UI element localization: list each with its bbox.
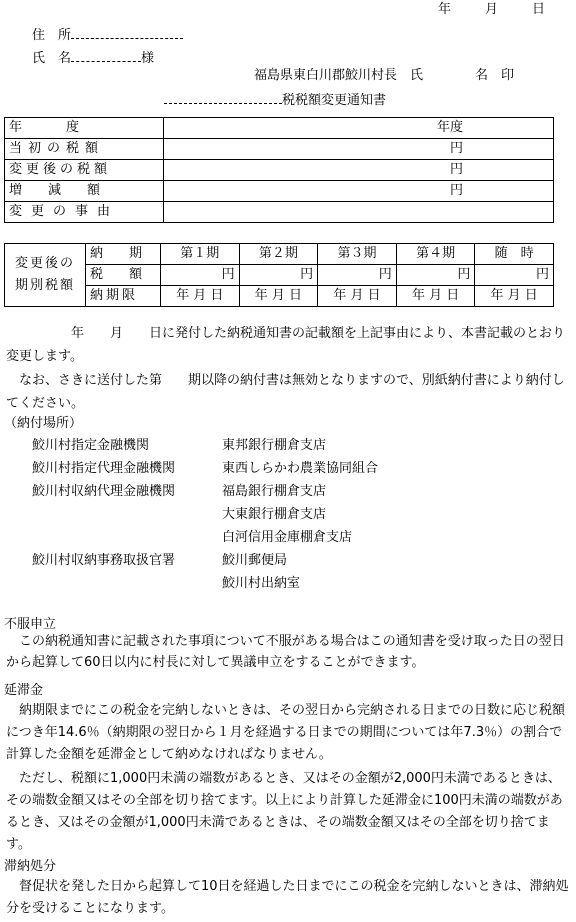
payment-bank: 鮫川郵便局 <box>222 553 288 568</box>
fiscal-year-label: 年 度 <box>5 118 164 139</box>
diff-label: 増 減 額 <box>5 181 164 202</box>
doc-title: 税税額変更通知書 <box>282 93 387 108</box>
reason-value[interactable] <box>164 202 554 223</box>
tax-name-field[interactable] <box>164 91 282 104</box>
body-paragraph-2: なお、さきに送付した第 期以降の納付書は無効となりますので、別紙納付書により納付してください。 <box>6 373 565 411</box>
period-1: 第１期 <box>161 244 240 265</box>
amount-cell: 円 <box>396 265 475 286</box>
payment-bank: 大東銀行棚倉支店 <box>222 507 327 522</box>
address-line <box>32 26 183 44</box>
amount-cell: 円 <box>239 265 318 286</box>
changed-tax-value: 円 <box>164 160 554 181</box>
diff-value: 円 <box>164 181 554 202</box>
note-heading-delinquency: 滞納処分 <box>4 859 57 874</box>
name-label: 氏 名 <box>32 51 72 66</box>
payment-bank: 東邦銀行棚倉支店 <box>222 438 327 453</box>
note-appeal-text: この納税通知書に記載された事項について不服がある場合はこの通知書を受け取った日の翌日から起算して60日以内に村長に対して異議申立をすることができます。 <box>6 634 565 670</box>
period-tax-table <box>4 243 554 307</box>
note-delinquency-text: 督促状を発した日から起算して10日を経過した日までにこの税金を完納しないときは、滞納処分を受けることになります。 <box>6 879 569 916</box>
note-heading-appeal: 不服申立 <box>4 617 57 632</box>
doc-title-line <box>164 91 386 109</box>
table-row <box>5 202 554 223</box>
name-field[interactable] <box>71 49 141 62</box>
date-year: 年 <box>438 2 452 17</box>
table-row <box>5 160 554 181</box>
initial-tax-value: 円 <box>164 139 554 160</box>
reason-label: 変更の事由 <box>5 202 164 223</box>
amount-cell: 円 <box>161 265 240 286</box>
payment-bank: 鮫川村出納室 <box>222 576 301 591</box>
initial-tax-label: 当初の税額 <box>5 139 164 160</box>
date-line <box>438 2 545 18</box>
period-2: 第２期 <box>239 244 318 265</box>
payment-label: 鮫川村収納事務取扱官署 <box>32 553 176 568</box>
fiscal-year-value: 年度 <box>164 118 554 139</box>
period-3: 第３期 <box>318 244 397 265</box>
payment-label: 鮫川村収納代理金融機関 <box>32 484 176 499</box>
name-suffix: 様 <box>141 51 155 66</box>
table-row <box>5 244 554 265</box>
payment-bank: 東西しらかわ農業協同組合 <box>222 461 379 476</box>
changed-tax-label: 変更後の税額 <box>5 160 164 181</box>
name-line <box>32 49 154 67</box>
deadline-cell: 年 月 日 <box>475 286 554 307</box>
period-side-label: 変更後の 期別税額 <box>5 244 86 307</box>
note-late-fee-text-1: 納期限までにこの税金を完納しないときは、その翌日から完納される日までの日数に応じ税額につき年14.6％（納期限の翌日から１月を経過する日までの期間については年7.3％）の割合で計算した金額を延滞金として納めなければなりません。 <box>6 703 566 762</box>
payment-bank: 白河信用金庫棚倉支店 <box>222 530 353 545</box>
deadline-cell: 年 月 日 <box>396 286 475 307</box>
amount-row-label: 税 額 <box>86 265 161 286</box>
date-month: 月 <box>485 2 499 17</box>
date-day: 日 <box>532 2 546 17</box>
payment-heading: （納付場所） <box>4 416 83 431</box>
deadline-cell: 年 月 日 <box>239 286 318 307</box>
table-row <box>5 286 554 307</box>
issuer: 福島県東白川郡鮫川村長 氏 名 印 <box>254 68 515 83</box>
note-heading-late-fee: 延滞金 <box>4 683 44 698</box>
tax-amount-table <box>4 117 554 223</box>
amount-cell: 円 <box>475 265 554 286</box>
payment-label: 鮫川村指定金融機関 <box>32 438 150 453</box>
table-row <box>5 181 554 202</box>
period-row-label: 納 期 <box>86 244 161 265</box>
table-row <box>5 118 554 139</box>
deadline-cell: 年 月 日 <box>161 286 240 307</box>
period-anytime: 随 時 <box>475 244 554 265</box>
amount-cell: 円 <box>318 265 397 286</box>
table-row <box>5 265 554 286</box>
address-label: 住 所 <box>32 28 72 43</box>
payment-label: 鮫川村指定代理金融機関 <box>32 461 176 476</box>
period-4: 第４期 <box>396 244 475 265</box>
body-paragraph-1: 年 月 日に発付した納税通知書の記載額を上記事由により、本書記載のとおり変更します。 <box>6 326 566 364</box>
address-field[interactable] <box>71 26 183 39</box>
deadline-row-label: 納期限 <box>86 286 161 307</box>
payment-bank: 福島銀行棚倉支店 <box>222 484 327 499</box>
note-late-fee-text-2: ただし、税額に1,000円未満の端数があるとき、又はその金額が2,000円未満であるときは、その端数金額又はその全部を切り捨てます。以上により計算した延滞金に100円未満の端数があるとき、又はその金額が1,000円未満であるときは、その端数金額又はその全部を切り捨てます。 <box>6 771 563 852</box>
table-row <box>5 139 554 160</box>
deadline-cell: 年 月 日 <box>318 286 397 307</box>
